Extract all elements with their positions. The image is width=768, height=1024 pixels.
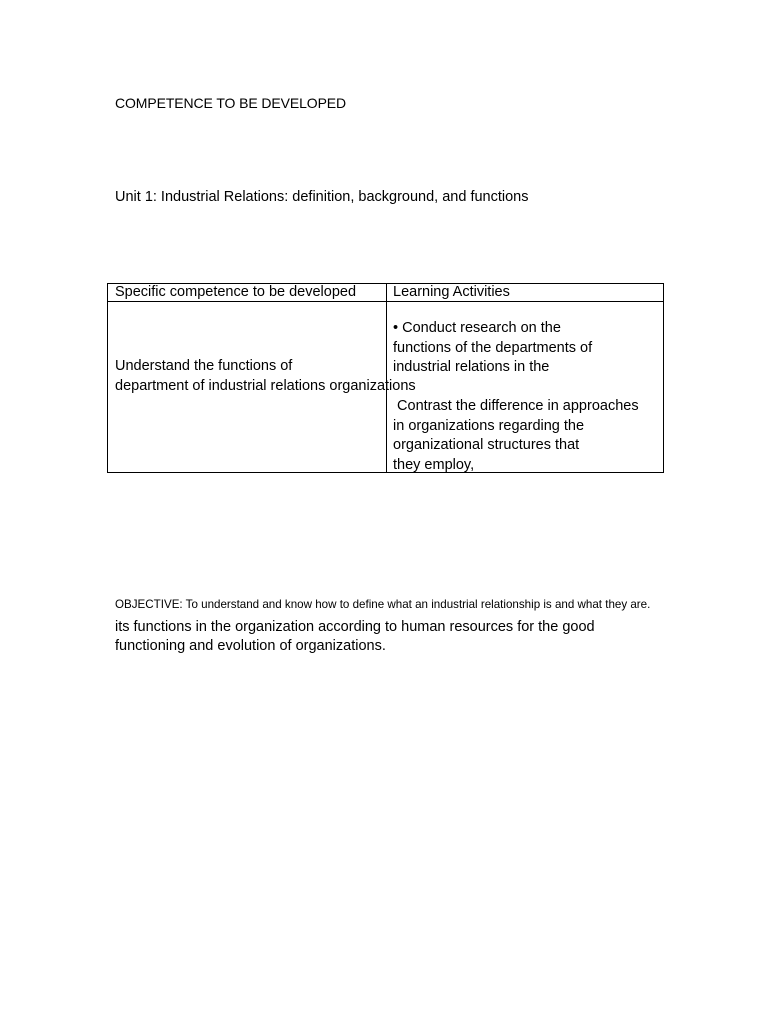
table-header-specific-competence: Specific competence to be developed bbox=[115, 284, 357, 300]
activity-line: organizational structures that bbox=[393, 437, 580, 453]
objective-body bbox=[115, 618, 595, 656]
learning-activities-cell bbox=[393, 319, 639, 475]
objective-body-line: its functions in the organization according to human resources for the good bbox=[115, 619, 595, 635]
competence-line: department of industrial relations organizations bbox=[115, 377, 416, 394]
objective-body-line: functioning and evolution of organizations. bbox=[115, 638, 386, 654]
activity-line: industrial relations in the bbox=[393, 359, 550, 375]
activity-line: • Conduct research on the bbox=[393, 320, 561, 336]
activity-line: Contrast the difference in approaches bbox=[393, 398, 639, 414]
activity-line: functions of the departments of bbox=[393, 339, 593, 356]
activity-line: in organizations regarding the bbox=[393, 417, 585, 434]
competence-table bbox=[107, 283, 664, 473]
competence-cell bbox=[115, 357, 416, 396]
competence-line: Understand the functions of bbox=[115, 358, 293, 374]
objective-statement: OBJECTIVE: To understand and know how to define what an industrial relationship is and what they are. bbox=[115, 598, 651, 611]
table-header-learning-activities: Learning Activities bbox=[393, 284, 510, 300]
document-heading: COMPETENCE TO BE DEVELOPED bbox=[115, 95, 347, 111]
activity-line-blank bbox=[393, 378, 639, 398]
activity-line: they employ, bbox=[393, 456, 475, 473]
table-header-divider bbox=[108, 301, 663, 302]
unit-title: Unit 1: Industrial Relations: definition, background, and functions bbox=[115, 189, 529, 205]
